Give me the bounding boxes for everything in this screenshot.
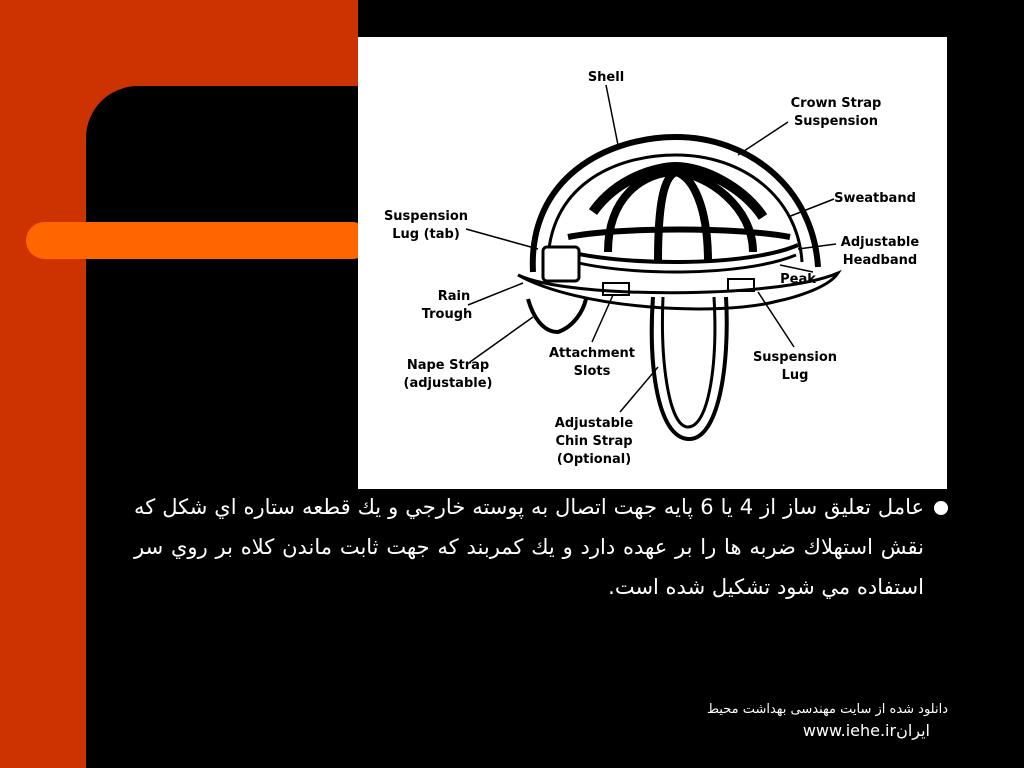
label-attachment-slots-2: Slots — [573, 364, 611, 379]
hard-hat-drawing — [518, 137, 838, 439]
bullet-paragraph: عامل تعليق ساز از 4 يا 6 پايه جهت اتصال به پوسته خارجي و يك قطعه ستاره اي شكل كه نقش استهلاك ضربه ها را بر عهده دارد و يك كمربند كه جهت ثابت ماندن كلاه بر روي سر استفاده مي شود تشكيل شده است. — [134, 495, 925, 599]
label-peak: Peak — [780, 272, 816, 287]
footer-url-line — [660, 720, 948, 742]
hard-hat-diagram — [358, 37, 947, 489]
footer-country: ايران — [896, 721, 930, 740]
label-rain-trough-2: Trough — [421, 307, 473, 322]
label-chin-strap-3: (Optional) — [556, 452, 632, 467]
label-shell: Shell — [587, 70, 625, 85]
label-chin-strap-2: Chin Strap — [555, 434, 633, 449]
label-crown-suspension: Suspension — [793, 114, 879, 129]
label-sweatband: Sweatband — [834, 191, 916, 206]
label-adjustable-headband-1: Adjustable — [840, 235, 920, 250]
label-crown-strap: Crown Strap — [790, 96, 882, 111]
footer-url[interactable]: www.iehe.ir — [802, 721, 897, 740]
label-chin-strap-1: Adjustable — [554, 416, 634, 431]
label-suspension-lug-tab-2: Lug (tab) — [392, 227, 460, 242]
label-suspension-lug-2: Lug — [781, 368, 809, 383]
label-rain-trough-1: Rain — [437, 289, 471, 304]
label-suspension-lug-tab-1: Suspension — [383, 209, 469, 224]
label-suspension-lug-1: Suspension — [752, 350, 838, 365]
bullet-dot — [934, 501, 948, 515]
orange-accent-bar — [26, 222, 371, 259]
label-nape-strap-2: (adjustable) — [403, 376, 493, 391]
label-adjustable-headband-2: Headband — [842, 253, 918, 268]
footer — [660, 700, 948, 742]
hard-hat-svg — [358, 37, 947, 489]
label-nape-strap-1: Nape Strap — [406, 358, 490, 373]
footer-source-text: دانلود شده از سايت مهندسی بهداشت محيط — [706, 702, 948, 717]
label-attachment-slots-1: Attachment — [548, 346, 636, 361]
